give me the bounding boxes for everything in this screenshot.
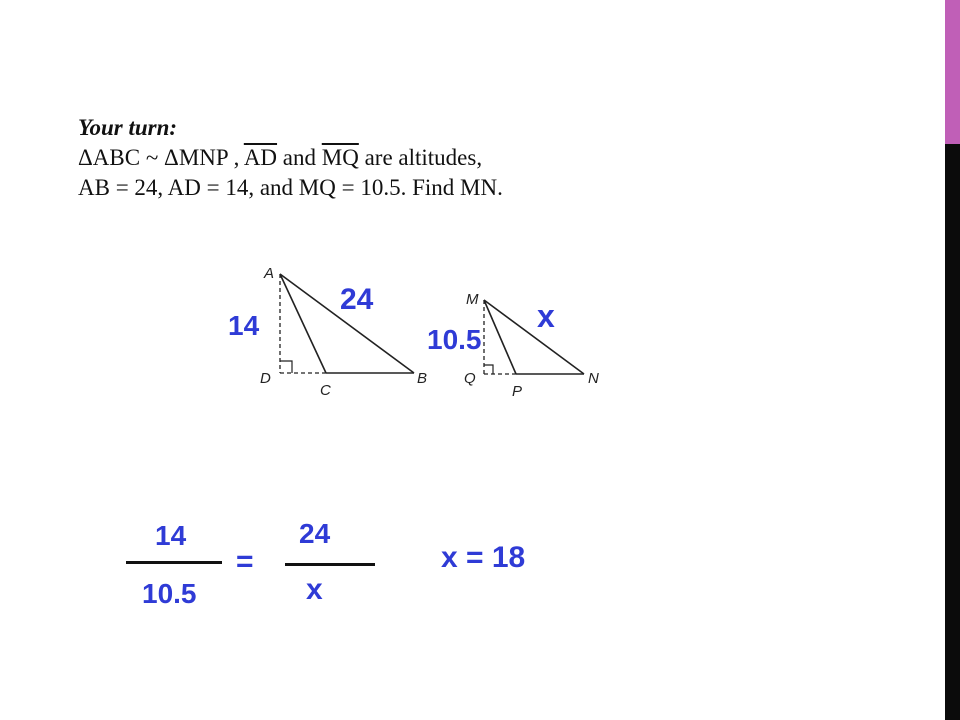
side-mn [484, 300, 584, 374]
answer: x = 18 [441, 541, 526, 574]
problem-statement [78, 113, 503, 203]
label-d: D [260, 370, 271, 387]
label-c: C [320, 382, 331, 399]
accent-bar [945, 0, 960, 144]
left-numerator: 14 [155, 520, 187, 551]
triangle-mnp [464, 291, 599, 400]
left-fraction-bar [126, 561, 222, 564]
problem-givens: AB = 24, AD = 14, and MQ = 10.5. Find MN. [78, 175, 503, 200]
altitudes-text: are altitudes, [364, 145, 483, 170]
label-b: B [417, 370, 428, 387]
label-n: N [588, 370, 599, 387]
left-denominator: 10.5 [142, 578, 197, 609]
label-a: A [264, 265, 275, 282]
right-angle-mark-d [280, 361, 292, 373]
label-ab-length: 24 [340, 283, 374, 316]
right-denominator: x [306, 573, 323, 606]
segment-ad: $\overline{AD}$ [243, 145, 278, 170]
problem-heading: Your turn: [78, 115, 178, 140]
right-angle-mark-q [484, 365, 493, 374]
label-q: Q [464, 370, 476, 387]
side-rail [945, 144, 960, 720]
equals-sign: = [236, 545, 254, 578]
problem-line-similarity [78, 143, 503, 173]
similarity-statement: ΔABC ~ ΔMNP , [78, 145, 240, 170]
right-fraction-bar [285, 563, 375, 566]
label-mn-unknown: x [537, 298, 555, 334]
label-mq-length: 10.5 [427, 324, 482, 355]
segment-mq: $\overline{MQ}$ [321, 145, 359, 170]
label-ad-length: 14 [228, 310, 260, 341]
conjunction: and [282, 145, 317, 170]
label-m: M [466, 291, 479, 308]
right-numerator: 24 [299, 518, 331, 549]
label-p: P [512, 383, 523, 400]
side-ac [280, 274, 326, 373]
